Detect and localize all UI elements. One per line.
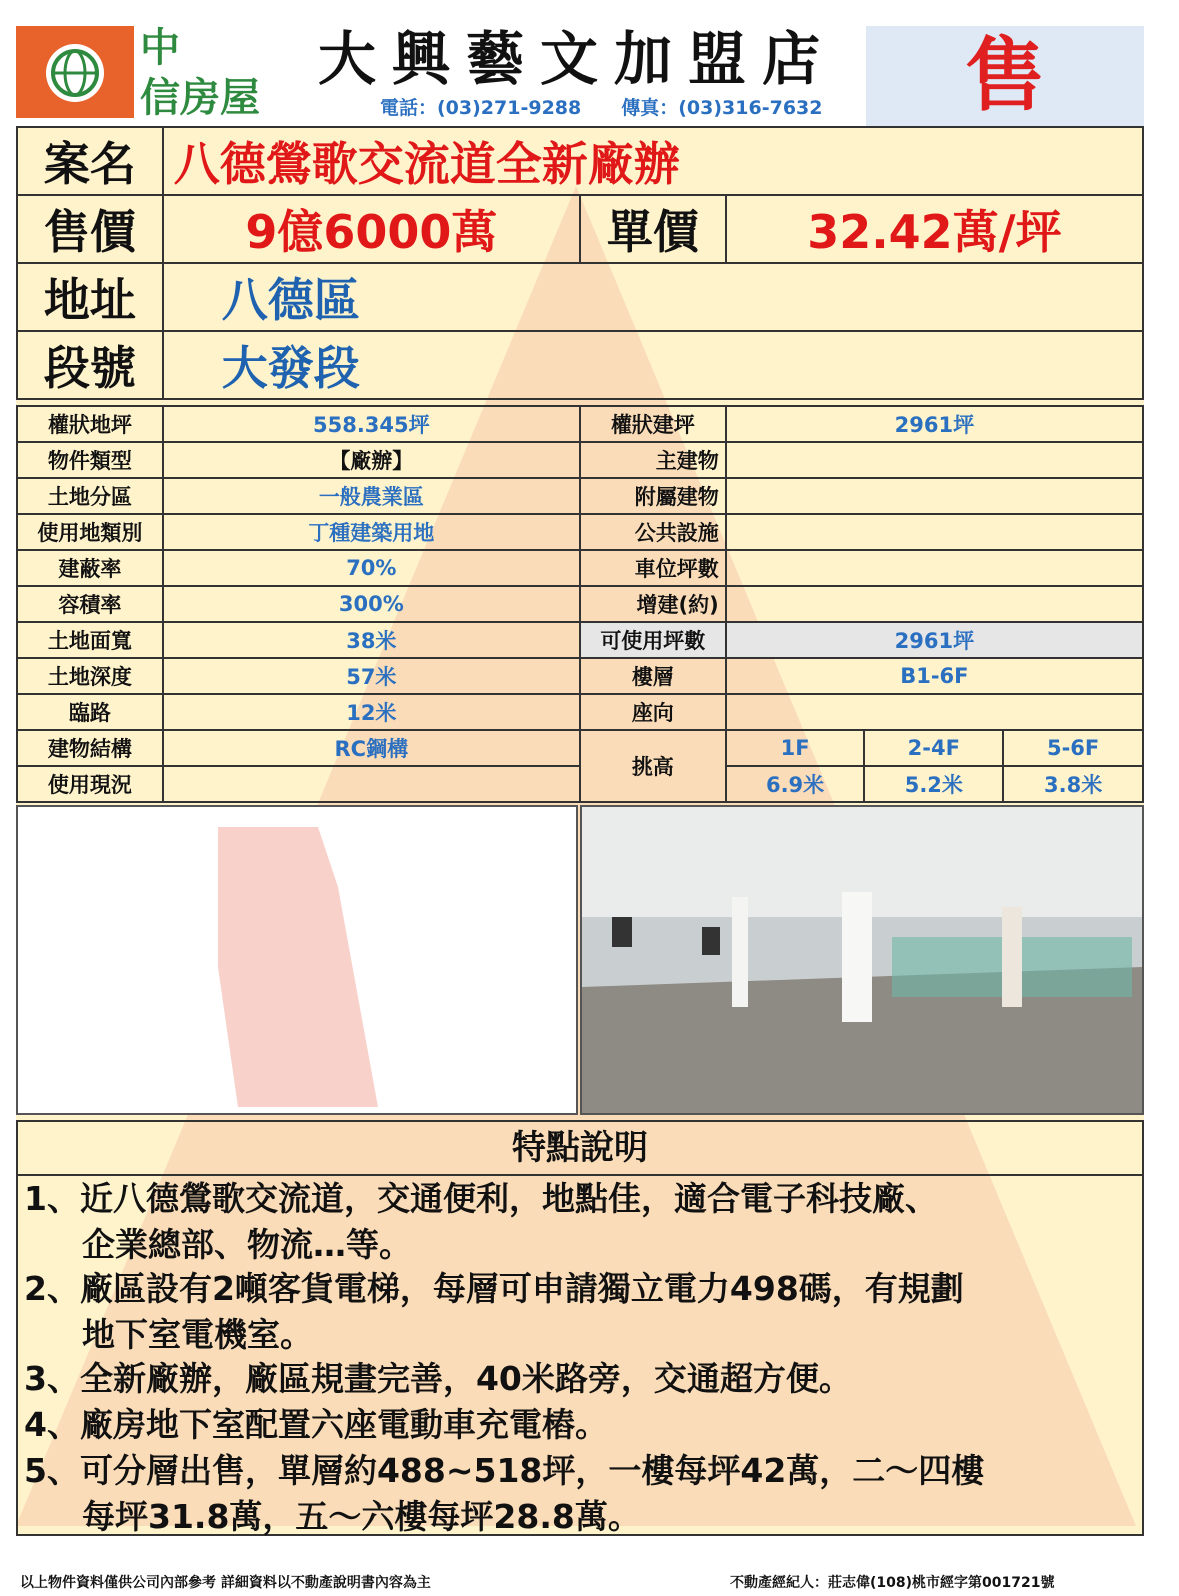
detail-value: 丁種建築用地 — [163, 514, 580, 550]
feature-line: 地下室電機室。 — [82, 1315, 313, 1354]
table-row — [17, 658, 1143, 694]
sale-tag — [866, 26, 1144, 126]
ceiling-height-label: 挑高 — [580, 730, 726, 802]
feature-line: 3、全新廠辦，廠區規畫完善，40米路旁，交通超方便。 — [24, 1359, 852, 1398]
globe-icon — [46, 44, 104, 102]
detail-label: 主建物 — [580, 442, 726, 478]
address-value: 八德區 — [163, 263, 1143, 331]
address-label: 地址 — [17, 263, 163, 331]
interior-photo — [580, 805, 1144, 1115]
ceiling-floor: 2-4F — [864, 730, 1003, 766]
detail-value: 558.345坪 — [163, 406, 580, 442]
brand-name-bottom: 信房屋 — [140, 75, 260, 121]
ceiling-height: 6.9米 — [726, 766, 865, 802]
detail-value: B1-6F — [726, 658, 1143, 694]
price-value: 9億6000萬 — [163, 195, 580, 263]
case-name-label: 案名 — [17, 127, 163, 195]
detail-value — [726, 694, 1143, 730]
feature-item — [24, 1266, 964, 1358]
phone-number: 電話：(03)271-9288 — [380, 97, 582, 119]
feature-item — [24, 1402, 608, 1448]
detail-value — [726, 478, 1143, 514]
ceiling-floor: 5-6F — [1003, 730, 1143, 766]
detail-label: 建物結構 — [17, 730, 163, 766]
table-row — [17, 442, 1143, 478]
section-value: 大發段 — [163, 331, 1143, 399]
table-row — [17, 550, 1143, 586]
detail-value — [726, 514, 1143, 550]
detail-label: 樓層 — [580, 658, 726, 694]
detail-value: 70% — [163, 550, 580, 586]
detail-value — [726, 442, 1143, 478]
ceiling-height: 5.2米 — [864, 766, 1003, 802]
detail-value: 38米 — [163, 622, 580, 658]
feature-item — [24, 1356, 852, 1402]
feature-line: 5、可分層出售，單層約488~518坪，一樓每坪42萬，二～四樓 — [24, 1451, 985, 1490]
table-row — [17, 586, 1143, 622]
land-plot-map — [18, 807, 576, 1113]
case-name-value: 八德鶯歌交流道全新廠辦 — [163, 127, 1143, 195]
detail-value: 300% — [163, 586, 580, 622]
detail-label: 土地面寬 — [17, 622, 163, 658]
detail-label: 土地深度 — [17, 658, 163, 694]
contact-info — [380, 96, 863, 120]
detail-label: 公共設施 — [580, 514, 726, 550]
table-row — [17, 694, 1143, 730]
feature-item — [24, 1176, 938, 1268]
brand-name-top: 中 — [140, 25, 180, 71]
map-placeholder — [16, 805, 578, 1115]
feature-line: 2、廠區設有2噸客貨電梯，每層可申請獨立電力498碼，有規劃 — [24, 1269, 964, 1308]
detail-label: 容積率 — [17, 586, 163, 622]
detail-label: 土地分區 — [17, 478, 163, 514]
detail-label: 權狀建坪 — [580, 406, 726, 442]
detail-value: 2961坪 — [726, 406, 1143, 442]
feature-item — [24, 1448, 984, 1540]
feature-line: 1、近八德鶯歌交流道，交通便利，地點佳，適合電子科技廠、 — [24, 1179, 938, 1218]
detail-label: 物件類型 — [17, 442, 163, 478]
store-name: 大興藝文加盟店 — [318, 25, 837, 93]
detail-value: 57米 — [163, 658, 580, 694]
detail-value — [726, 586, 1143, 622]
detail-label: 可使用坪數 — [580, 622, 726, 658]
section-label: 段號 — [17, 331, 163, 399]
price-label: 售價 — [17, 195, 163, 263]
disclaimer-text: 以上物件資料僅供公司內部參考 詳細資料以不動產說明書內容為主 — [20, 1575, 431, 1591]
table-row — [17, 514, 1143, 550]
detail-label: 座向 — [580, 694, 726, 730]
detail-label: 權狀地坪 — [17, 406, 163, 442]
detail-value: 2961坪 — [726, 622, 1143, 658]
detail-value: RC鋼構 — [163, 730, 580, 766]
case-summary-table — [16, 126, 1144, 400]
agent-license-text: 不動產經紀人：莊志偉(108)桃市經字第001721號 — [730, 1575, 1055, 1591]
table-row — [17, 406, 1143, 442]
sale-tag-text: 售 — [965, 29, 1045, 122]
ceiling-floor: 1F — [726, 730, 865, 766]
fax-number: 傳真：(03)316-7632 — [621, 97, 823, 119]
detail-label: 車位坪數 — [580, 550, 726, 586]
detail-label: 使用地類別 — [17, 514, 163, 550]
detail-label: 建蔽率 — [17, 550, 163, 586]
features-section — [16, 1120, 1144, 1536]
factory-interior-photo — [582, 807, 1142, 1113]
ceiling-height: 3.8米 — [1003, 766, 1143, 802]
detail-value: 【廠辦】 — [163, 442, 580, 478]
detail-label: 增建(約) — [580, 586, 726, 622]
detail-value: 12米 — [163, 694, 580, 730]
detail-label: 附屬建物 — [580, 478, 726, 514]
detail-label: 使用現況 — [17, 766, 163, 802]
detail-label: 臨路 — [17, 694, 163, 730]
features-title: 特點說明 — [18, 1122, 1142, 1176]
feature-line: 每坪31.8萬，五～六樓每坪28.8萬。 — [82, 1497, 641, 1536]
table-row — [17, 730, 1143, 766]
unit-price-label: 單價 — [580, 195, 726, 263]
feature-line: 4、廠房地下室配置六座電動車充電樁。 — [24, 1405, 608, 1444]
table-row — [17, 478, 1143, 514]
feature-line: 企業總部、物流…等。 — [82, 1225, 412, 1264]
detail-value — [163, 766, 580, 802]
company-logo — [16, 26, 134, 118]
unit-price-value: 32.42萬/坪 — [726, 195, 1143, 263]
table-row — [17, 622, 1143, 658]
detail-value — [726, 550, 1143, 586]
property-details-table — [16, 405, 1144, 803]
detail-value: 一般農業區 — [163, 478, 580, 514]
